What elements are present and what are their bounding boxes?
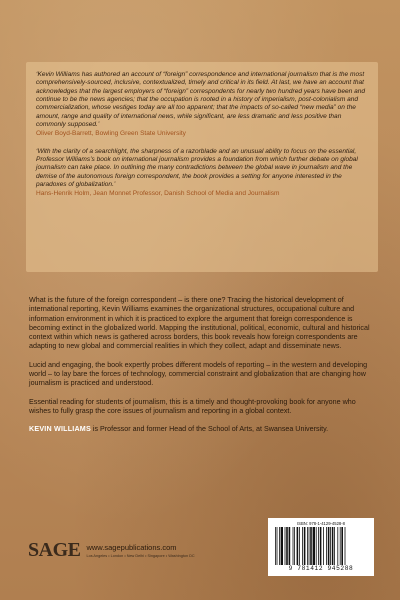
publisher-info (86, 543, 194, 558)
isbn-barcode (268, 518, 374, 576)
publisher-block (28, 538, 195, 562)
endorsement-quote-2: ‘With the clarity of a searchlight, the sharpness of a razorblade and an unusual ability to focus on the essential, Professor Williams’s book on international journalism provides a foundation from which further debate on global journalism can take place. In outlining the many contradictions between the global wave in journalism and the demise of the autonomous foreign correspondent, the book provides a setting for anyone interested in the paradoxes of globalization.’ (36, 147, 358, 189)
endorsement-attribution-2: Hans-Henrik Holm, Jean Monnet Professor, Danish School of Media and Journalism (36, 190, 280, 198)
author-bio (29, 425, 377, 434)
description-paragraph-1: What is the future of the foreign correspondent – is there one? Tracing the historical development of international reporting, Kevin Williams examines the organizational structures, occupational culture and information environment in which it is practiced to explore the argument that foreign correspondence is becoming extinct in the globalized world. Mapping the institutional, political, economic, cultural and historical context within which news is gathered across borders, this book reveals how foreign correspondents are adapting to new global and commercial realities in which they collect, adapt and disseminate news. (29, 296, 370, 351)
author-bio-text: is Professor and former Head of the School of Arts, at Swansea University. (90, 425, 329, 434)
sage-logo: SAGE (28, 538, 81, 561)
endorsement-quote-1: ‘Kevin Williams has authored an account of “foreign” correspondence and international journalism that is the most comprehensively-sourced, inclusive, contextualized, timely and critical in its field. At last, we have an account that acknowledges that the largest employers of “foreign” correspondents for nearly two hundred years have been and continue to be the news agencies; that the occupation is rooted in a history of imperialism, post-colonialism and commercialization, whose vestiges today are all too apparent; that the impacts of so-called “new media” on the amount, range and quality of international news, while significant, are less dramatic and less positive than commonly supposed.’ (36, 71, 365, 129)
author-name: KEVIN WILLIAMS (29, 425, 91, 434)
book-description (29, 296, 377, 444)
endorsement-attribution-1: Oliver Boyd-Barrett, Bowling Green State University (36, 130, 186, 138)
publisher-cities: Los Angeles • London • New Delhi • Singapore • Washington DC (86, 553, 195, 558)
barcode-icon (273, 527, 369, 565)
isbn-label: ISBN: 978-1-4129-4528-8 (297, 521, 345, 526)
endorsement-panel (26, 62, 378, 272)
description-paragraph-3: Essential reading for students of journalism, this is a timely and thought-provoking book for anyone who wishes to fully grasp the core issues of journalism and reporting in a global context. (29, 397, 356, 415)
publisher-url: www.sagepublications.com (86, 542, 177, 552)
description-paragraph-2: Lucid and engaging, the book expertly probes different models of reporting – in the western and developing world – to lay bare the forces of technology, commercial constraint and globalization that are changing how journalism is practiced and understood. (29, 360, 368, 388)
barcode-digits: 9 781412 945288 (288, 565, 354, 572)
